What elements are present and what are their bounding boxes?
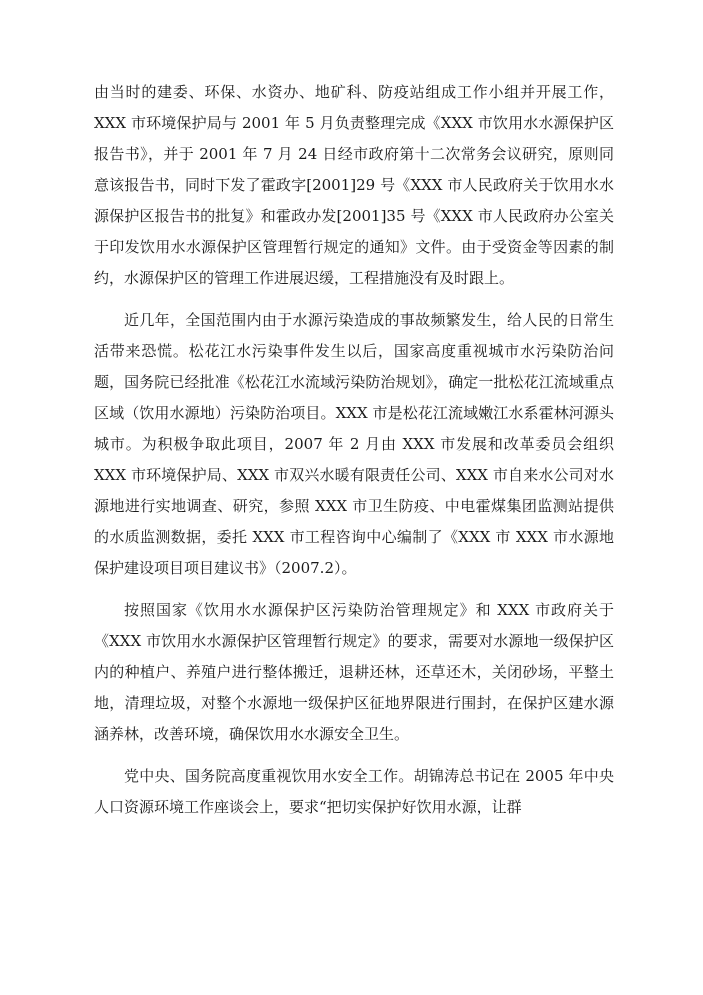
paragraph-2: 近几年，全国范围内由于水源污染造成的事故频繁发生，给人民的日常生活带来恐慌。松花江水污染事件发生以后，国家高度重视城市水污染防治问题，国务院已经批准《松花江水流域污染防治规划》，确定一批松花江流域重点区域（饮用水源地）污染防治项目。XXX 市是松花江流域嫩江水系霍林河源头城市。为积极争取此项目，2007 年 2 月由 XXX 市发展和改革委员会组织 XXX 市环境保护局、XXX 市双兴水暖有限责任公司、XXX 市自来水公司对水源地进行实地调查、研究，参照 XXX 市卫生防疫、中电霍煤集团监测站提供的水质监测数据，委托 XXX 市工程咨询中心编制了《XXX 市 XXX 市水源地保护建设项目项目建议书》（2007.2）。 — [94, 311, 614, 577]
paragraph-3: 按照国家《饮用水水源保护区污染防治管理规定》和 XXX 市政府关于《XXX 市饮用水水源保护区管理暂行规定》的要求，需要对水源地一级保护区内的种植户、养殖户进行整体搬迁，退耕还林，还草还木，关闭砂场，平整土地，清理垃圾，对整个水源地一级保护区征地界限进行围封，在保护区建水源涵养林，改善环境，确保饮用水水源安全卫生。 — [94, 601, 614, 743]
document-body — [94, 77, 614, 834]
paragraph-4: 党中央、国务院高度重视饮用水安全工作。胡锦涛总书记在 2005 年中央人口资源环境工作座谈会上，要求“把切实保护好饮用水源，让群 — [94, 767, 614, 816]
paragraph-1: 由当时的建委、环保、水资办、地矿科、防疫站组成工作小组并开展工作，XXX 市环境保护局与 2001 年 5 月负责整理完成《XXX 市饮用水水源保护区报告书》，并于 2001 年 7 月 24 日经市政府第十二次常务会议研究，原则同意该报告书，同时下发了霍政字[2001]29 号《XXX 市人民政府关于饮用水水源保护区报告书的批复》和霍政办发[2001]35 号《XXX 市人民政府办公室关于印发饮用水水源保护区管理暂行规定的通知》文件。由于受资金等因素的制约，水源保护区的管理工作进展迟缓，工程措施没有及时跟上。 — [94, 83, 614, 287]
